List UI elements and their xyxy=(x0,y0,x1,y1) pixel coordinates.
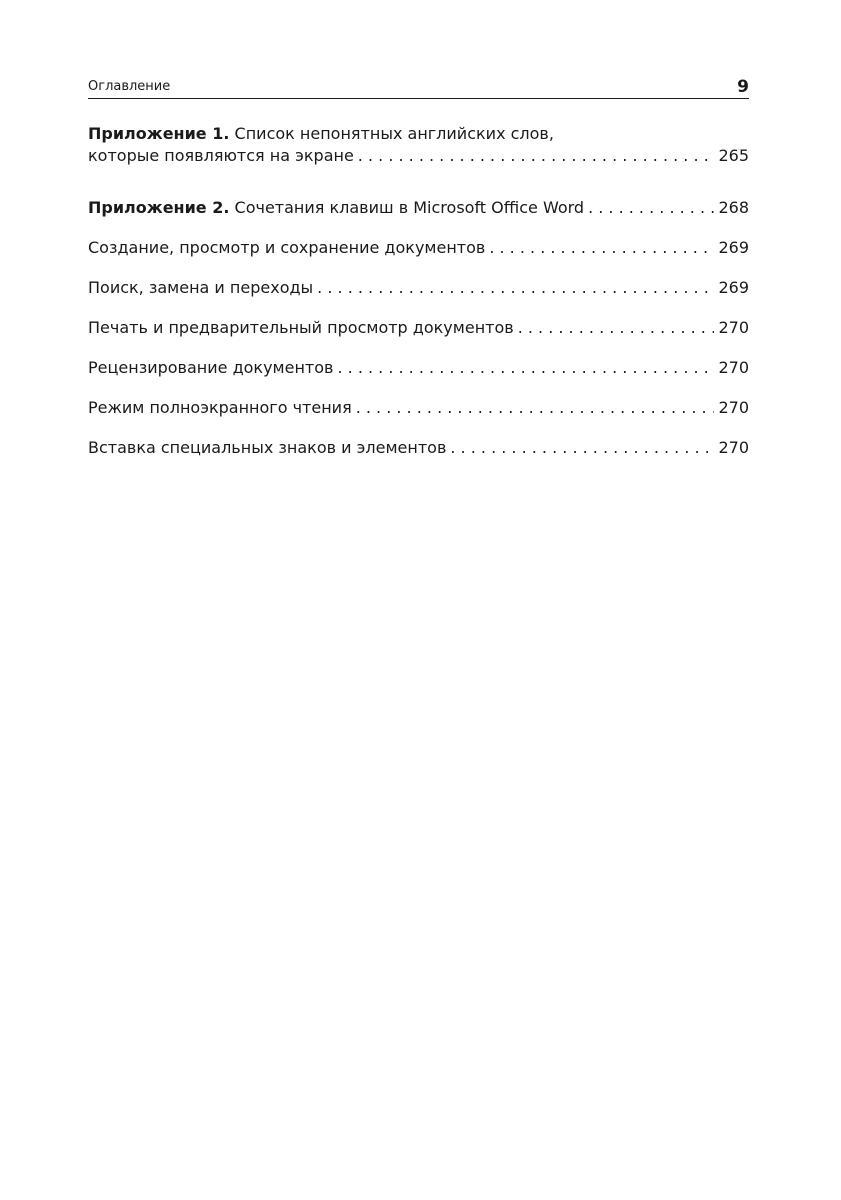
toc-entry-page: 270 xyxy=(718,358,749,377)
toc-appendix-2-text xyxy=(88,197,584,219)
table-of-contents xyxy=(88,123,749,459)
toc-entry-title: Режим полноэкранного чтения xyxy=(88,398,352,417)
toc-appendix-1 xyxy=(88,123,749,167)
toc-appendix-1-line-1 xyxy=(88,123,749,145)
toc-appendix-1-page: 265 xyxy=(718,146,749,165)
toc-entry-page: 270 xyxy=(718,398,749,417)
section-title: Оглавление xyxy=(88,79,171,94)
toc-appendix-1-title-continued: которые появляются на экране xyxy=(88,146,354,165)
toc-entry xyxy=(88,277,749,299)
dot-leader xyxy=(356,397,715,419)
dot-leader xyxy=(489,237,714,259)
toc-entry xyxy=(88,437,749,459)
dot-leader xyxy=(588,197,714,219)
toc-entry-title: Создание, просмотр и сохранение документов xyxy=(88,238,486,257)
toc-entry xyxy=(88,237,749,259)
toc-entry xyxy=(88,357,749,379)
toc-appendix-1-line-2 xyxy=(88,145,749,167)
running-header xyxy=(88,76,749,99)
toc-appendix-2 xyxy=(88,197,749,219)
dot-leader xyxy=(450,437,714,459)
toc-entry-page: 270 xyxy=(718,438,749,457)
page-number: 9 xyxy=(737,77,749,97)
document-page xyxy=(88,76,749,459)
toc-entry-page: 269 xyxy=(718,238,749,257)
toc-appendix-2-label: Приложение 2. xyxy=(88,198,230,217)
toc-entry-page: 270 xyxy=(718,318,749,337)
toc-appendix-1-label: Приложение 1. xyxy=(88,124,230,143)
toc-entry-title: Вставка специальных знаков и элементов xyxy=(88,438,447,457)
dot-leader xyxy=(518,317,715,339)
dot-leader xyxy=(317,277,714,299)
toc-entry-title: Печать и предварительный просмотр документов xyxy=(88,318,514,337)
toc-appendix-1-title: Список непонятных английских слов, xyxy=(234,124,554,143)
toc-entry xyxy=(88,317,749,339)
toc-entry-title: Поиск, замена и переходы xyxy=(88,278,314,297)
dot-leader xyxy=(358,145,715,167)
dot-leader xyxy=(337,357,714,379)
toc-appendix-2-title: Сочетания клавиш в Microsoft Office Word xyxy=(234,198,585,217)
toc-entry-title: Рецензирование документов xyxy=(88,358,334,377)
toc-appendix-2-page: 268 xyxy=(718,198,749,217)
toc-entry-page: 269 xyxy=(718,278,749,297)
toc-entry xyxy=(88,397,749,419)
